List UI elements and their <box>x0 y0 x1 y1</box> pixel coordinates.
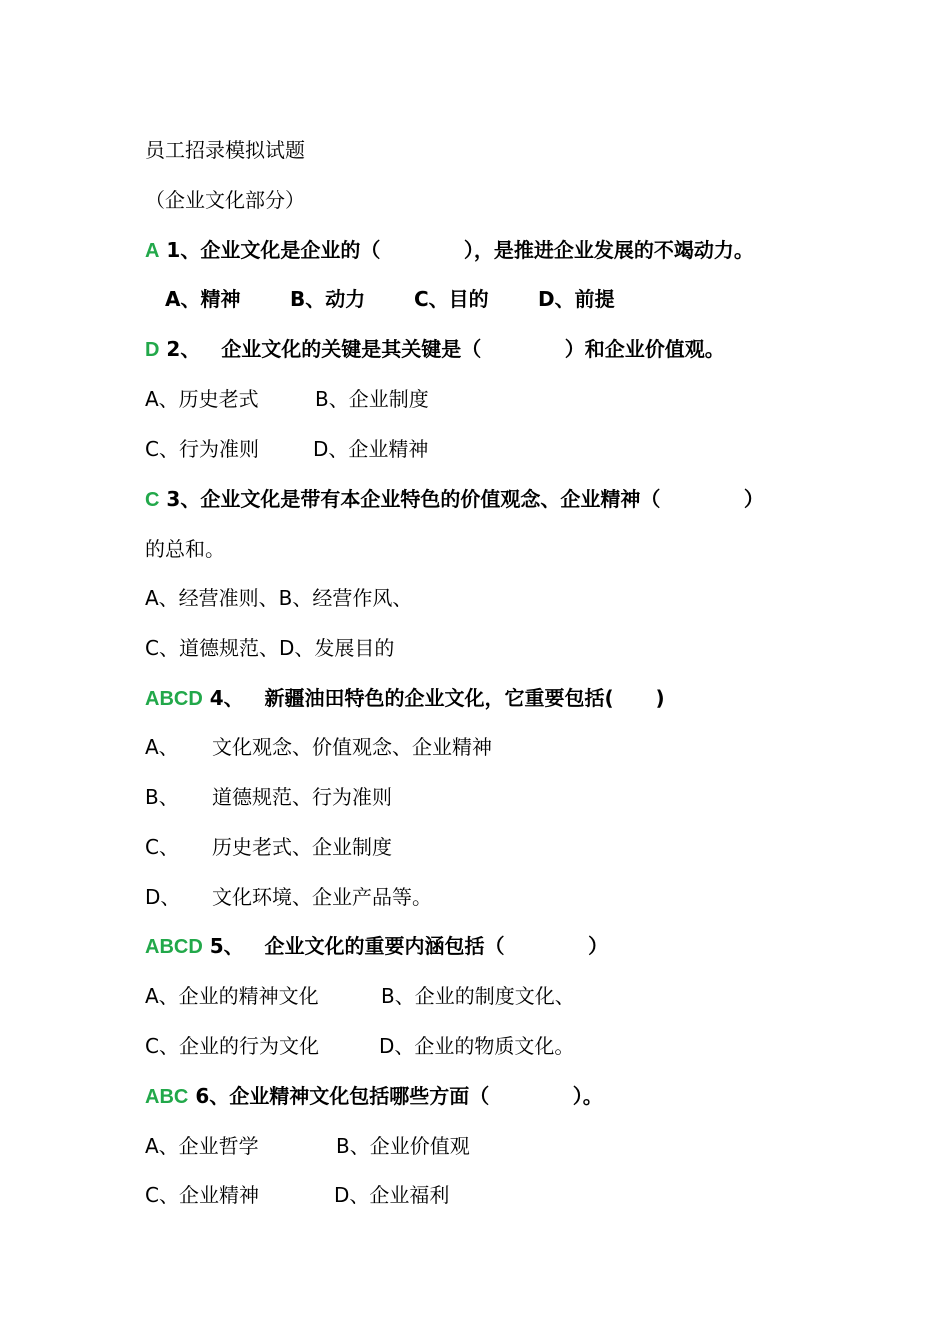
option-a: A、历史老式 <box>145 387 259 411</box>
option-c: C、企业的行为文化 <box>145 1034 319 1058</box>
option-c-letter: C、 <box>145 835 179 859</box>
answer-key: D <box>145 339 160 361</box>
document-subtitle: （企业文化部分） <box>145 188 305 212</box>
question-text: 2、 企业文化的关键是其关键是（ ）和企业价值观。 <box>166 337 725 361</box>
option-a-letter: A、 <box>145 735 179 759</box>
option-a: A、精神 <box>165 287 241 311</box>
option-d: D、企业的物质文化。 <box>379 1034 575 1058</box>
answer-key: C <box>145 489 160 511</box>
option-a: A、企业哲学 <box>145 1134 259 1158</box>
answer-key: ABCD <box>145 688 203 710</box>
answer-key: A <box>145 240 160 262</box>
question-text: 1、企业文化是企业的（ ），是推进企业发展的不竭动力。 <box>166 238 754 262</box>
option-c: C、企业精神 <box>145 1183 259 1207</box>
option-d: D、前提 <box>538 287 615 311</box>
option-b: B、动力 <box>290 287 366 311</box>
option-b: B、企业制度 <box>315 387 429 411</box>
question-text: 5、 企业文化的重要内涵包括（ ） <box>209 934 609 958</box>
question-text: 3、企业文化是带有本企业特色的价值观念、企业精神（ ） <box>166 487 764 511</box>
option-d: D、企业福利 <box>334 1183 450 1207</box>
question-3-continuation: 的总和。 <box>145 537 225 561</box>
option-cd: C、道德规范、D、发展目的 <box>145 636 395 660</box>
question-4 <box>145 685 665 712</box>
option-c: C、行为准则 <box>145 437 259 461</box>
option-b-letter: B、 <box>145 785 179 809</box>
question-text: 4、 新疆油田特色的企业文化，它重要包括( ) <box>209 686 665 710</box>
option-b: B、企业价值观 <box>336 1134 470 1158</box>
question-5 <box>145 933 608 960</box>
question-6 <box>145 1083 603 1110</box>
option-c: 历史老式、企业制度 <box>212 835 392 859</box>
option-b: B、企业的制度文化、 <box>381 984 575 1008</box>
option-b: 道德规范、行为准则 <box>212 785 392 809</box>
option-d: D、企业精神 <box>313 437 429 461</box>
document-title: 员工招录模拟试题 <box>145 138 305 162</box>
answer-key: ABCD <box>145 936 203 958</box>
option-d: 文化环境、企业产品等。 <box>212 885 432 909</box>
option-ab: A、经营准则、B、经营作风、 <box>145 586 413 610</box>
question-2 <box>145 336 725 363</box>
option-a: 文化观念、价值观念、企业精神 <box>212 735 492 759</box>
answer-key: ABC <box>145 1086 189 1108</box>
question-1 <box>145 237 754 264</box>
question-3 <box>145 486 764 513</box>
option-c: C、目的 <box>414 287 489 311</box>
question-text: 6、企业精神文化包括哪些方面（ ）。 <box>195 1084 603 1108</box>
option-a: A、企业的精神文化 <box>145 984 319 1008</box>
option-d-letter: D、 <box>145 885 181 909</box>
